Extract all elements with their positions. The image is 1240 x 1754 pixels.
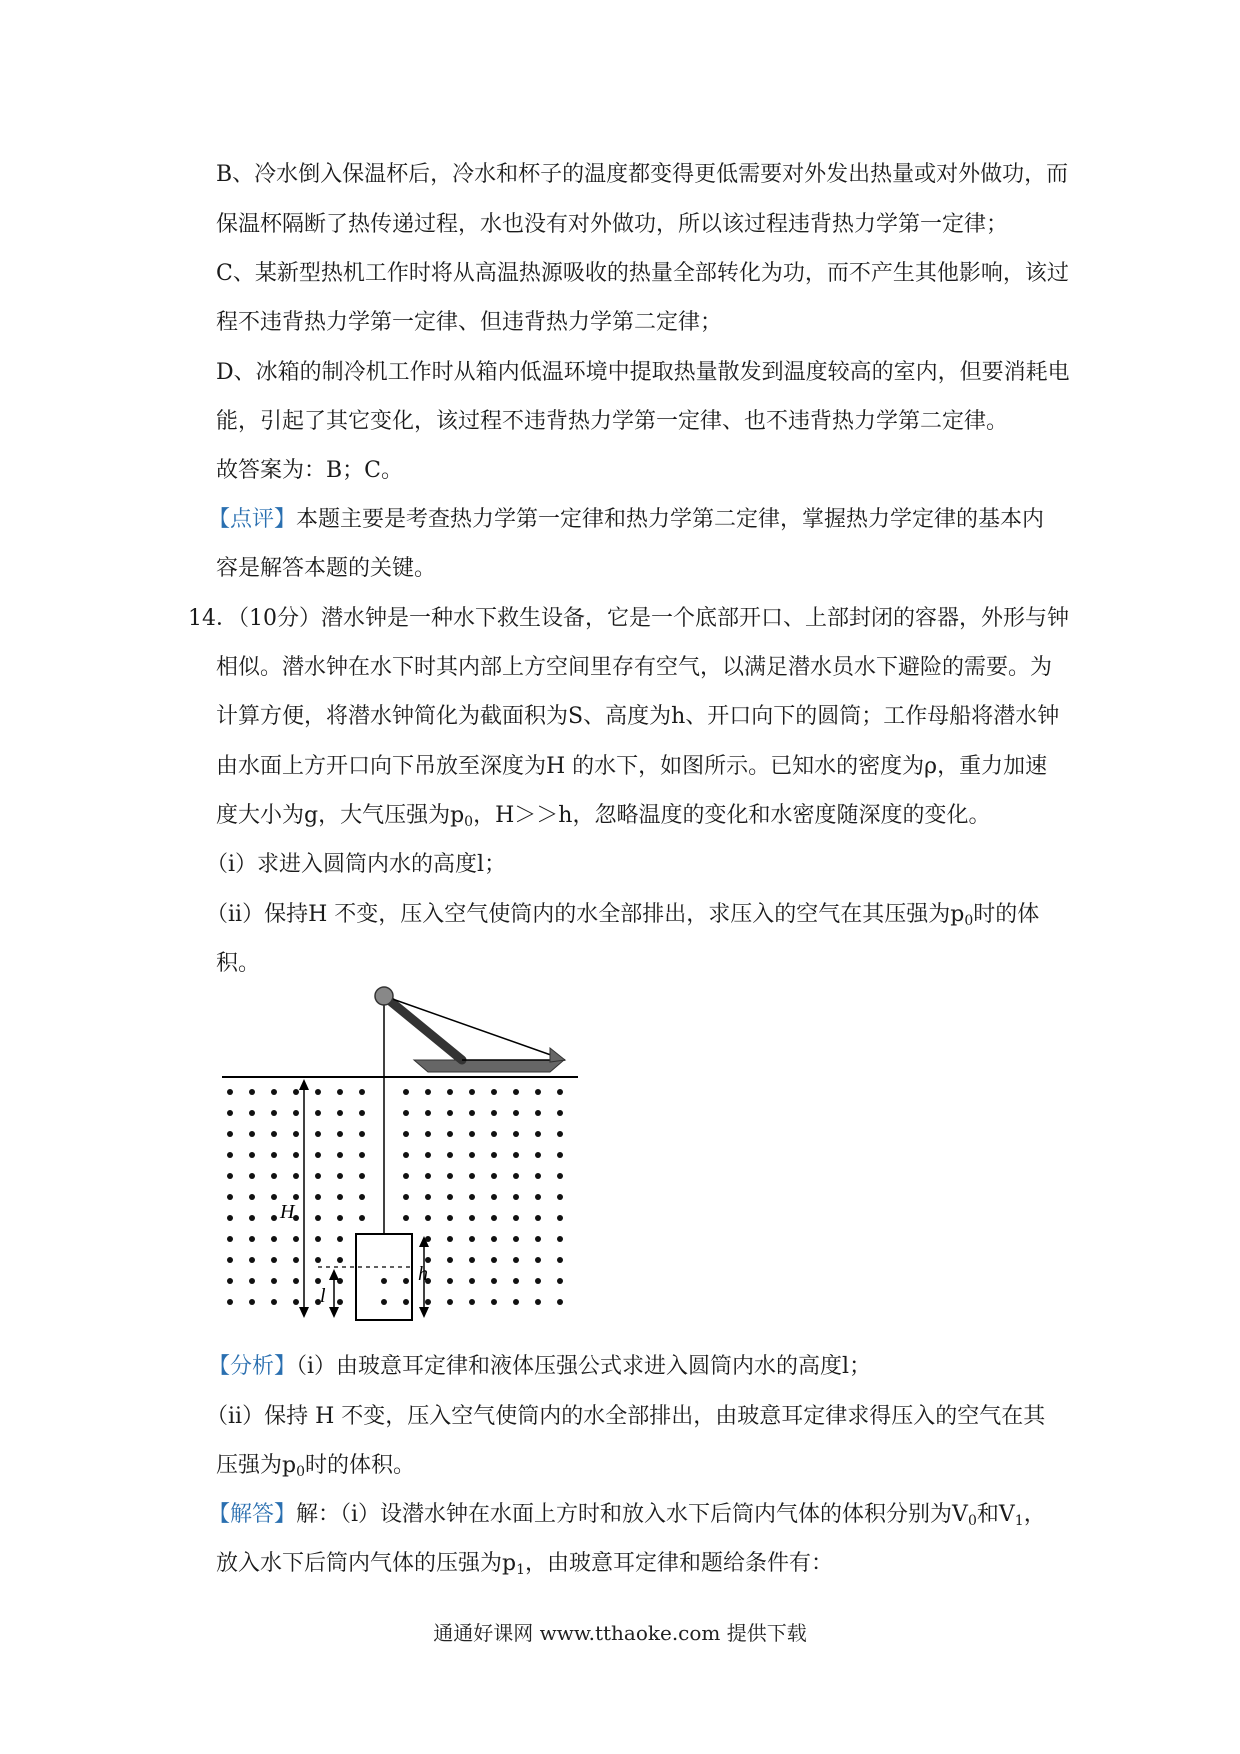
water-dot (491, 1173, 497, 1179)
question-14-line-4: 由水面上方开口向下吊放至深度为H 的水下，如图所示。已知水的密度为ρ，重力加速 (216, 754, 1048, 779)
mother-ship-hull (414, 1060, 564, 1072)
water-dot (469, 1131, 475, 1137)
water-dot (315, 1089, 321, 1095)
solution1-a: 解：（i）设潜水钟在水面上方时和放入水下后筒内气体的体积分别为V (296, 1502, 968, 1527)
water-dot (491, 1257, 497, 1263)
water-dot (557, 1131, 563, 1137)
water-dot (315, 1278, 321, 1284)
water-dot (447, 1089, 453, 1095)
water-dot (249, 1278, 255, 1284)
water-dot (491, 1089, 497, 1095)
analysis3-b: 时的体积。 (305, 1453, 416, 1478)
water-dot (227, 1152, 233, 1158)
analysis-line-3 (216, 1451, 415, 1481)
analysis-tag: 【分析】 (208, 1354, 297, 1379)
solution-line-1 (208, 1500, 1046, 1530)
water-dot (425, 1215, 431, 1221)
water-dot (293, 1257, 299, 1263)
solution2-a: 放入水下后筒内气体的压强为p (216, 1551, 517, 1576)
water-dot (359, 1215, 365, 1221)
question-14-line-3: 计算方便，将潜水钟简化为截面积为S、高度为h、开口向下的圆筒；工作母船将潜水钟 (216, 704, 1060, 729)
water-dot (447, 1131, 453, 1137)
water-dot (513, 1236, 519, 1242)
water-dot (535, 1110, 541, 1116)
water-dots (227, 1089, 563, 1305)
water-dot (271, 1278, 277, 1284)
water-dot (337, 1152, 343, 1158)
water-dot (337, 1110, 343, 1116)
water-dot (469, 1152, 475, 1158)
water-dot (425, 1110, 431, 1116)
water-dot (315, 1215, 321, 1221)
water-dot (271, 1110, 277, 1116)
water-dot (513, 1257, 519, 1263)
crane-boom (384, 996, 462, 1060)
diving-bell-cylinder (356, 1234, 412, 1320)
crane-tip (550, 1048, 565, 1062)
water-dot (271, 1173, 277, 1179)
water-dot (403, 1194, 409, 1200)
label-h: h (418, 1263, 428, 1285)
water-dot (557, 1110, 563, 1116)
solution-line-2 (216, 1549, 833, 1579)
water-dot (557, 1152, 563, 1158)
water-dot (425, 1194, 431, 1200)
q14-line5-sub: 0 (464, 814, 474, 830)
solution1-sub0: 0 (967, 1513, 977, 1529)
water-dot (447, 1215, 453, 1221)
water-dot (491, 1194, 497, 1200)
question-14-line-2: 相似。潜水钟在水下时其内部上方空间里存有空气，以满足潜水员水下避险的需要。为 (216, 655, 1053, 680)
q14-ii-sub: 0 (964, 913, 974, 929)
water-dot (469, 1236, 475, 1242)
water-dot (249, 1194, 255, 1200)
water-dot (227, 1089, 233, 1095)
water-dot (293, 1236, 299, 1242)
water-dot (227, 1299, 233, 1305)
q14-line5-a: 度大小为g，大气压强为p (216, 803, 465, 828)
water-dot (249, 1236, 255, 1242)
water-dot (249, 1299, 255, 1305)
depth-H-arrow-head-bottom (299, 1307, 309, 1318)
water-dot (535, 1152, 541, 1158)
water-dot (293, 1089, 299, 1095)
water-dot (447, 1278, 453, 1284)
water-dot (227, 1131, 233, 1137)
water-dot (535, 1215, 541, 1221)
water-dot (249, 1173, 255, 1179)
page-footer: 通通好课网 www.tthaoke.com 提供下载 (433, 1621, 807, 1645)
water-dot (425, 1299, 431, 1305)
water-dot (535, 1131, 541, 1137)
pulley-circle (375, 987, 393, 1005)
water-dot (271, 1215, 277, 1221)
water-dot (293, 1173, 299, 1179)
option-c-line-1: C、某新型热机工作时将从高温热源吸收的热量全部转化为功，而不产生其他影响，该过 (216, 261, 1069, 286)
analysis-text: （i）由玻意耳定律和液体压强公式求进入圆筒内水的高度l； (296, 1354, 872, 1379)
q14-ii-a: （ii）保持H 不变，压入空气使筒内的水全部排出，求压入的空气在其压强为p (206, 902, 965, 927)
water-dot (271, 1089, 277, 1095)
water-dot (425, 1173, 431, 1179)
option-b-line-2: 保温杯隔断了热传递过程，水也没有对外做功，所以该过程违背热力学第一定律； (216, 212, 1009, 237)
comment-text: 本题主要是考查热力学第一定律和热力学第二定律，掌握热力学定律的基本内 (296, 507, 1045, 532)
answer-line: 故答案为：B；C。 (216, 458, 404, 483)
water-dot (249, 1131, 255, 1137)
water-dot (315, 1257, 321, 1263)
water-dot (227, 1278, 233, 1284)
diving-bell-figure (222, 984, 578, 1334)
water-dot (227, 1215, 233, 1221)
water-dot (513, 1194, 519, 1200)
water-dot (403, 1173, 409, 1179)
water-dot (513, 1299, 519, 1305)
solution2-b: ，由玻意耳定律和题给条件有： (525, 1551, 834, 1576)
water-dot (337, 1215, 343, 1221)
water-dot (249, 1089, 255, 1095)
analysis-line-1 (208, 1352, 871, 1382)
water-dot (535, 1173, 541, 1179)
water-dot (447, 1299, 453, 1305)
water-dot (535, 1194, 541, 1200)
analysis3-sub: 0 (296, 1464, 306, 1480)
water-dot (491, 1278, 497, 1284)
water-dot (513, 1173, 519, 1179)
water-dot (359, 1131, 365, 1137)
water-dot (271, 1257, 277, 1263)
water-dot (491, 1236, 497, 1242)
water-dot (447, 1110, 453, 1116)
water-dot (469, 1278, 475, 1284)
water-dot (425, 1131, 431, 1137)
water-dot (403, 1278, 409, 1284)
water-dot (337, 1236, 343, 1242)
water-dot (293, 1299, 299, 1305)
water-dot (315, 1236, 321, 1242)
water-dot (469, 1257, 475, 1263)
question-14-part-ii-cont: 积。 (216, 951, 261, 976)
question-14-line-1: 14．（10分）潜水钟是一种水下救生设备，它是一个底部开口、上部封闭的容器，外形与钟 (188, 606, 1069, 631)
option-c-line-2: 程不违背热力学第一定律、但违背热力学第二定律； (216, 310, 723, 335)
water-dot (469, 1215, 475, 1221)
water-dot (359, 1173, 365, 1179)
solution1-b: 和V (976, 1502, 1015, 1527)
option-d-line-2: 能，引起了其它变化，该过程不违背热力学第一定律、也不违背热力学第二定律。 (216, 409, 1009, 434)
water-dot (271, 1131, 277, 1137)
water-dot (447, 1236, 453, 1242)
water-dot (315, 1173, 321, 1179)
water-dot (249, 1152, 255, 1158)
water-dot (513, 1110, 519, 1116)
water-dot (359, 1089, 365, 1095)
water-dot (557, 1215, 563, 1221)
water-dot (359, 1110, 365, 1116)
water-dot (293, 1194, 299, 1200)
water-dot (491, 1215, 497, 1221)
water-dot (469, 1110, 475, 1116)
water-dot (513, 1278, 519, 1284)
water-dot (227, 1257, 233, 1263)
water-dot (403, 1152, 409, 1158)
solution2-sub: 1 (516, 1562, 526, 1578)
water-dot (447, 1194, 453, 1200)
water-dot (535, 1299, 541, 1305)
question-14-line-5 (216, 801, 990, 831)
water-dot (447, 1257, 453, 1263)
height-h-arrow-head-bottom (419, 1307, 429, 1318)
water-dot (227, 1173, 233, 1179)
water-dot (315, 1152, 321, 1158)
height-l-arrow-head-top (329, 1269, 339, 1280)
water-dot (337, 1299, 343, 1305)
water-dot (403, 1110, 409, 1116)
height-l-arrow-head-bottom (329, 1307, 339, 1318)
analysis-line-2: （ii）保持 H 不变，压入空气使筒内的水全部排出，由玻意耳定律求得压入的空气在其 (206, 1404, 1046, 1429)
water-dot (337, 1173, 343, 1179)
q14-ii-b: 时的体 (973, 902, 1040, 927)
crane-stay (384, 996, 565, 1060)
water-dot (491, 1110, 497, 1116)
water-dot (447, 1173, 453, 1179)
option-b-line-1: B、冷水倒入保温杯后，冷水和杯子的温度都变得更低需要对外发出热量或对外做功，而 (216, 162, 1069, 187)
water-dot (249, 1215, 255, 1221)
water-dot (293, 1131, 299, 1137)
water-dot (293, 1152, 299, 1158)
water-dot (271, 1194, 277, 1200)
water-dot (557, 1257, 563, 1263)
water-dot (469, 1089, 475, 1095)
water-dot (557, 1236, 563, 1242)
water-dot (337, 1257, 343, 1263)
water-dot (425, 1089, 431, 1095)
water-dot (403, 1299, 409, 1305)
water-dot (403, 1215, 409, 1221)
solution1-c: ， (1023, 1502, 1046, 1527)
water-dot (249, 1110, 255, 1116)
water-dot (557, 1194, 563, 1200)
water-dot (315, 1110, 321, 1116)
question-14-part-i: （i）求进入圆筒内水的高度l； (206, 852, 507, 877)
water-dot (469, 1299, 475, 1305)
solution1-sub1: 1 (1014, 1513, 1024, 1529)
water-dot (425, 1152, 431, 1158)
water-dot (557, 1278, 563, 1284)
water-dot (315, 1194, 321, 1200)
solution-tag: 【解答】 (208, 1502, 297, 1527)
q14-line5-b: ，H＞＞h，忽略温度的变化和水密度随深度的变化。 (473, 803, 991, 828)
water-dot (557, 1089, 563, 1095)
water-dot (469, 1173, 475, 1179)
label-l: l (320, 1285, 326, 1307)
water-dot (249, 1257, 255, 1263)
water-dot (293, 1110, 299, 1116)
water-dot (337, 1194, 343, 1200)
water-dot (227, 1236, 233, 1242)
water-dot (403, 1089, 409, 1095)
water-dot (271, 1299, 277, 1305)
comment-line-2: 容是解答本题的关键。 (216, 556, 437, 581)
water-dot (535, 1089, 541, 1095)
option-d-line-1: D、冰箱的制冷机工作时从箱内低温环境中提取热量散发到温度较高的室内，但要消耗电 (216, 360, 1070, 385)
water-dot (513, 1152, 519, 1158)
analysis3-a: 压强为p (216, 1453, 297, 1478)
water-dot (557, 1299, 563, 1305)
water-dot (381, 1278, 387, 1284)
water-dot (513, 1089, 519, 1095)
water-dot (513, 1215, 519, 1221)
water-dot (491, 1152, 497, 1158)
water-dot (535, 1236, 541, 1242)
question-14-part-ii (206, 900, 1039, 930)
water-dot (535, 1257, 541, 1263)
water-dot (491, 1299, 497, 1305)
water-dot (469, 1194, 475, 1200)
comment-tag: 【点评】 (208, 507, 297, 532)
water-dot (381, 1299, 387, 1305)
water-dot (491, 1131, 497, 1137)
water-dot (227, 1110, 233, 1116)
water-dot (271, 1236, 277, 1242)
water-dot (513, 1131, 519, 1137)
water-dot (293, 1278, 299, 1284)
water-dot (403, 1131, 409, 1137)
label-H: H (280, 1201, 295, 1223)
water-dot (535, 1278, 541, 1284)
water-dot (315, 1131, 321, 1137)
water-dot (337, 1131, 343, 1137)
water-dot (359, 1152, 365, 1158)
water-dot (557, 1173, 563, 1179)
water-dot (447, 1152, 453, 1158)
water-dot (227, 1194, 233, 1200)
comment-line-1 (208, 505, 1044, 535)
water-dot (359, 1194, 365, 1200)
water-dot (271, 1152, 277, 1158)
water-dot (337, 1089, 343, 1095)
depth-H-arrow-head-top (299, 1079, 309, 1090)
